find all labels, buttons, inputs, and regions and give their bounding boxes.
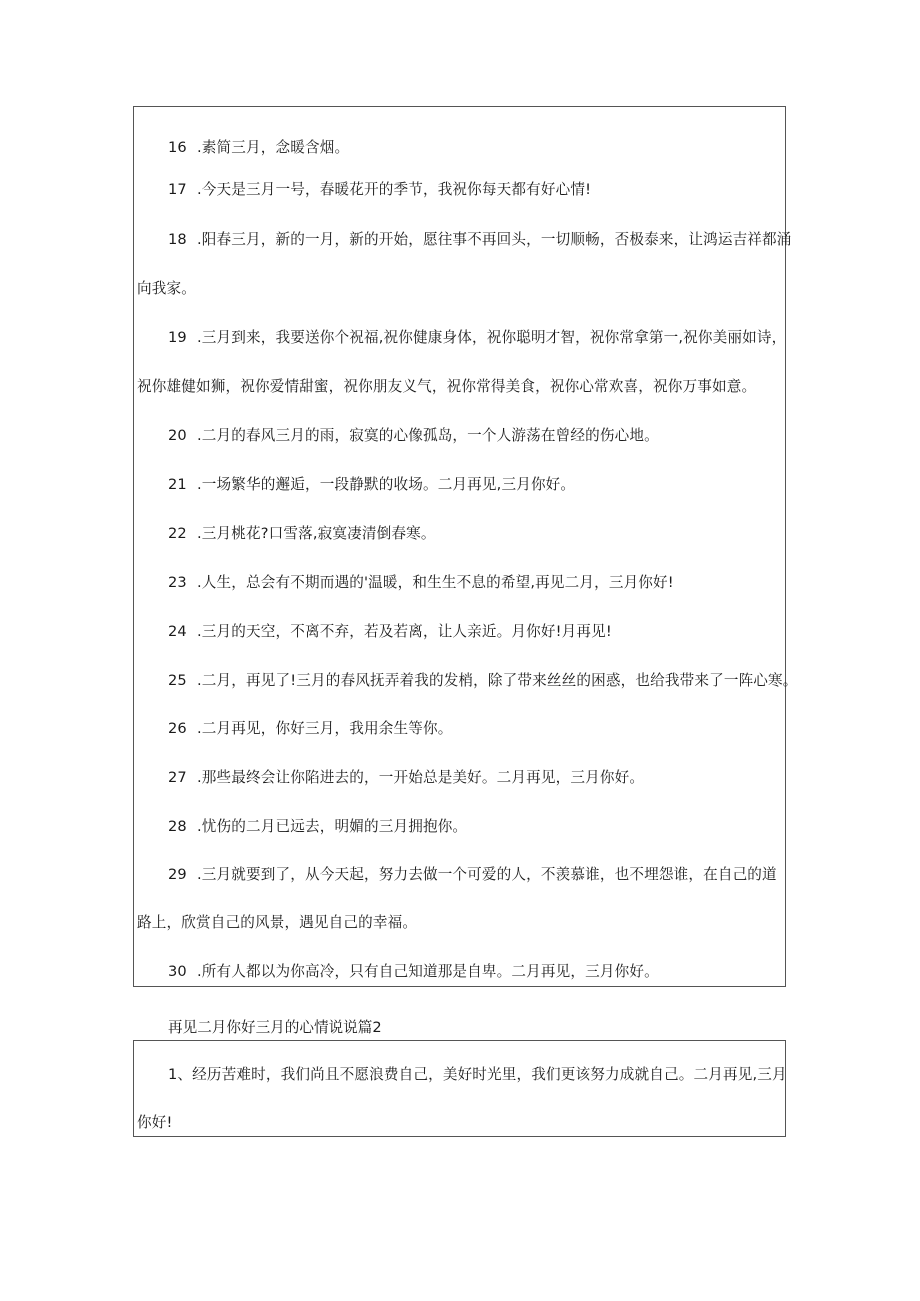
item-number: 20: [168, 427, 187, 444]
item-number: 22: [168, 525, 187, 542]
item-text: 1、经历苦难时，我们尚且不愿浪费自己，美好时光里，我们更该努力成就自己。二月再见,三月: [168, 1066, 787, 1083]
item-number: 16: [168, 139, 187, 156]
item-text: .一场繁华的邂逅，一段静默的收场。二月再见,三月你好。: [197, 476, 576, 493]
item-number: 30: [168, 963, 187, 980]
item-text: .人生，总会有不期而遇的'温暖，和生生不息的希望,再见二月，三月你好!: [197, 574, 674, 591]
item-text-cont: 你好!: [137, 1114, 173, 1131]
item-text: .那些最终会让你陷进去的，一开始总是美好。二月再见，三月你好。: [197, 769, 645, 786]
item-number: 25: [168, 672, 187, 689]
section-heading: 再见二月你好三月的心情说说篇2: [168, 1019, 382, 1036]
item-number: 29: [168, 866, 187, 883]
item-number: 28: [168, 818, 187, 835]
item-text: .二月的春风三月的雨，寂寞的心像孤岛，一个人游荡在曾经的伤心地。: [197, 427, 659, 444]
content-table-2: [133, 1040, 786, 1137]
item-number: 27: [168, 769, 187, 786]
item-number: 17: [168, 181, 187, 198]
item-text: .三月桃花?口雪落,寂寞凄清倒春寒。: [197, 525, 436, 542]
item-number: 18: [168, 231, 187, 248]
item-number: 19: [168, 329, 187, 346]
item-text: .今天是三月一号，春暖花开的季节，我祝你每天都有好心情!: [197, 181, 592, 198]
item-text: .二月再见，你好三月，我用余生等你。: [197, 720, 453, 737]
item-text: .三月就要到了，从今天起，努力去做一个可爱的人，不羡慕谁，也不埋怨谁，在自己的道: [197, 866, 777, 883]
item-text: .阳春三月，新的一月，新的开始，愿往事不再回头，一切顺畅，否极泰来，让鸿运吉祥都涌: [197, 231, 792, 248]
item-text: .忧伤的二月已远去，明媚的三月拥抱你。: [197, 818, 468, 835]
item-number: 23: [168, 574, 187, 591]
item-text-cont: 路上，欣赏自己的风景，遇见自己的幸福。: [137, 914, 418, 931]
item-number: 24: [168, 623, 187, 640]
item-text: .三月到来，我要送你个祝福,祝你健康身体，祝你聪明才智，祝你常拿第一,祝你美丽如诗，: [197, 329, 787, 346]
item-text: .所有人都以为你高冷，只有自己知道那是自卑。二月再见，三月你好。: [197, 963, 659, 980]
item-text: .素简三月，念暖含烟。: [197, 139, 350, 156]
item-text: .三月的天空，不离不弃，若及若离，让人亲近。月你好!月再见!: [197, 623, 612, 640]
item-number: 26: [168, 720, 187, 737]
item-number: 21: [168, 476, 187, 493]
item-text: .二月，再见了!三月的春风抚弄着我的发梢，除了带来丝丝的困惑，也给我带来了一阵心寒。: [197, 672, 798, 689]
item-text-cont: 祝你雄健如狮，祝你爱情甜蜜，祝你朋友义气，祝你常得美食，祝你心常欢喜，祝你万事如意。: [137, 378, 757, 395]
item-text-cont: 向我家。: [137, 280, 196, 297]
content-table-1: [133, 106, 798, 987]
